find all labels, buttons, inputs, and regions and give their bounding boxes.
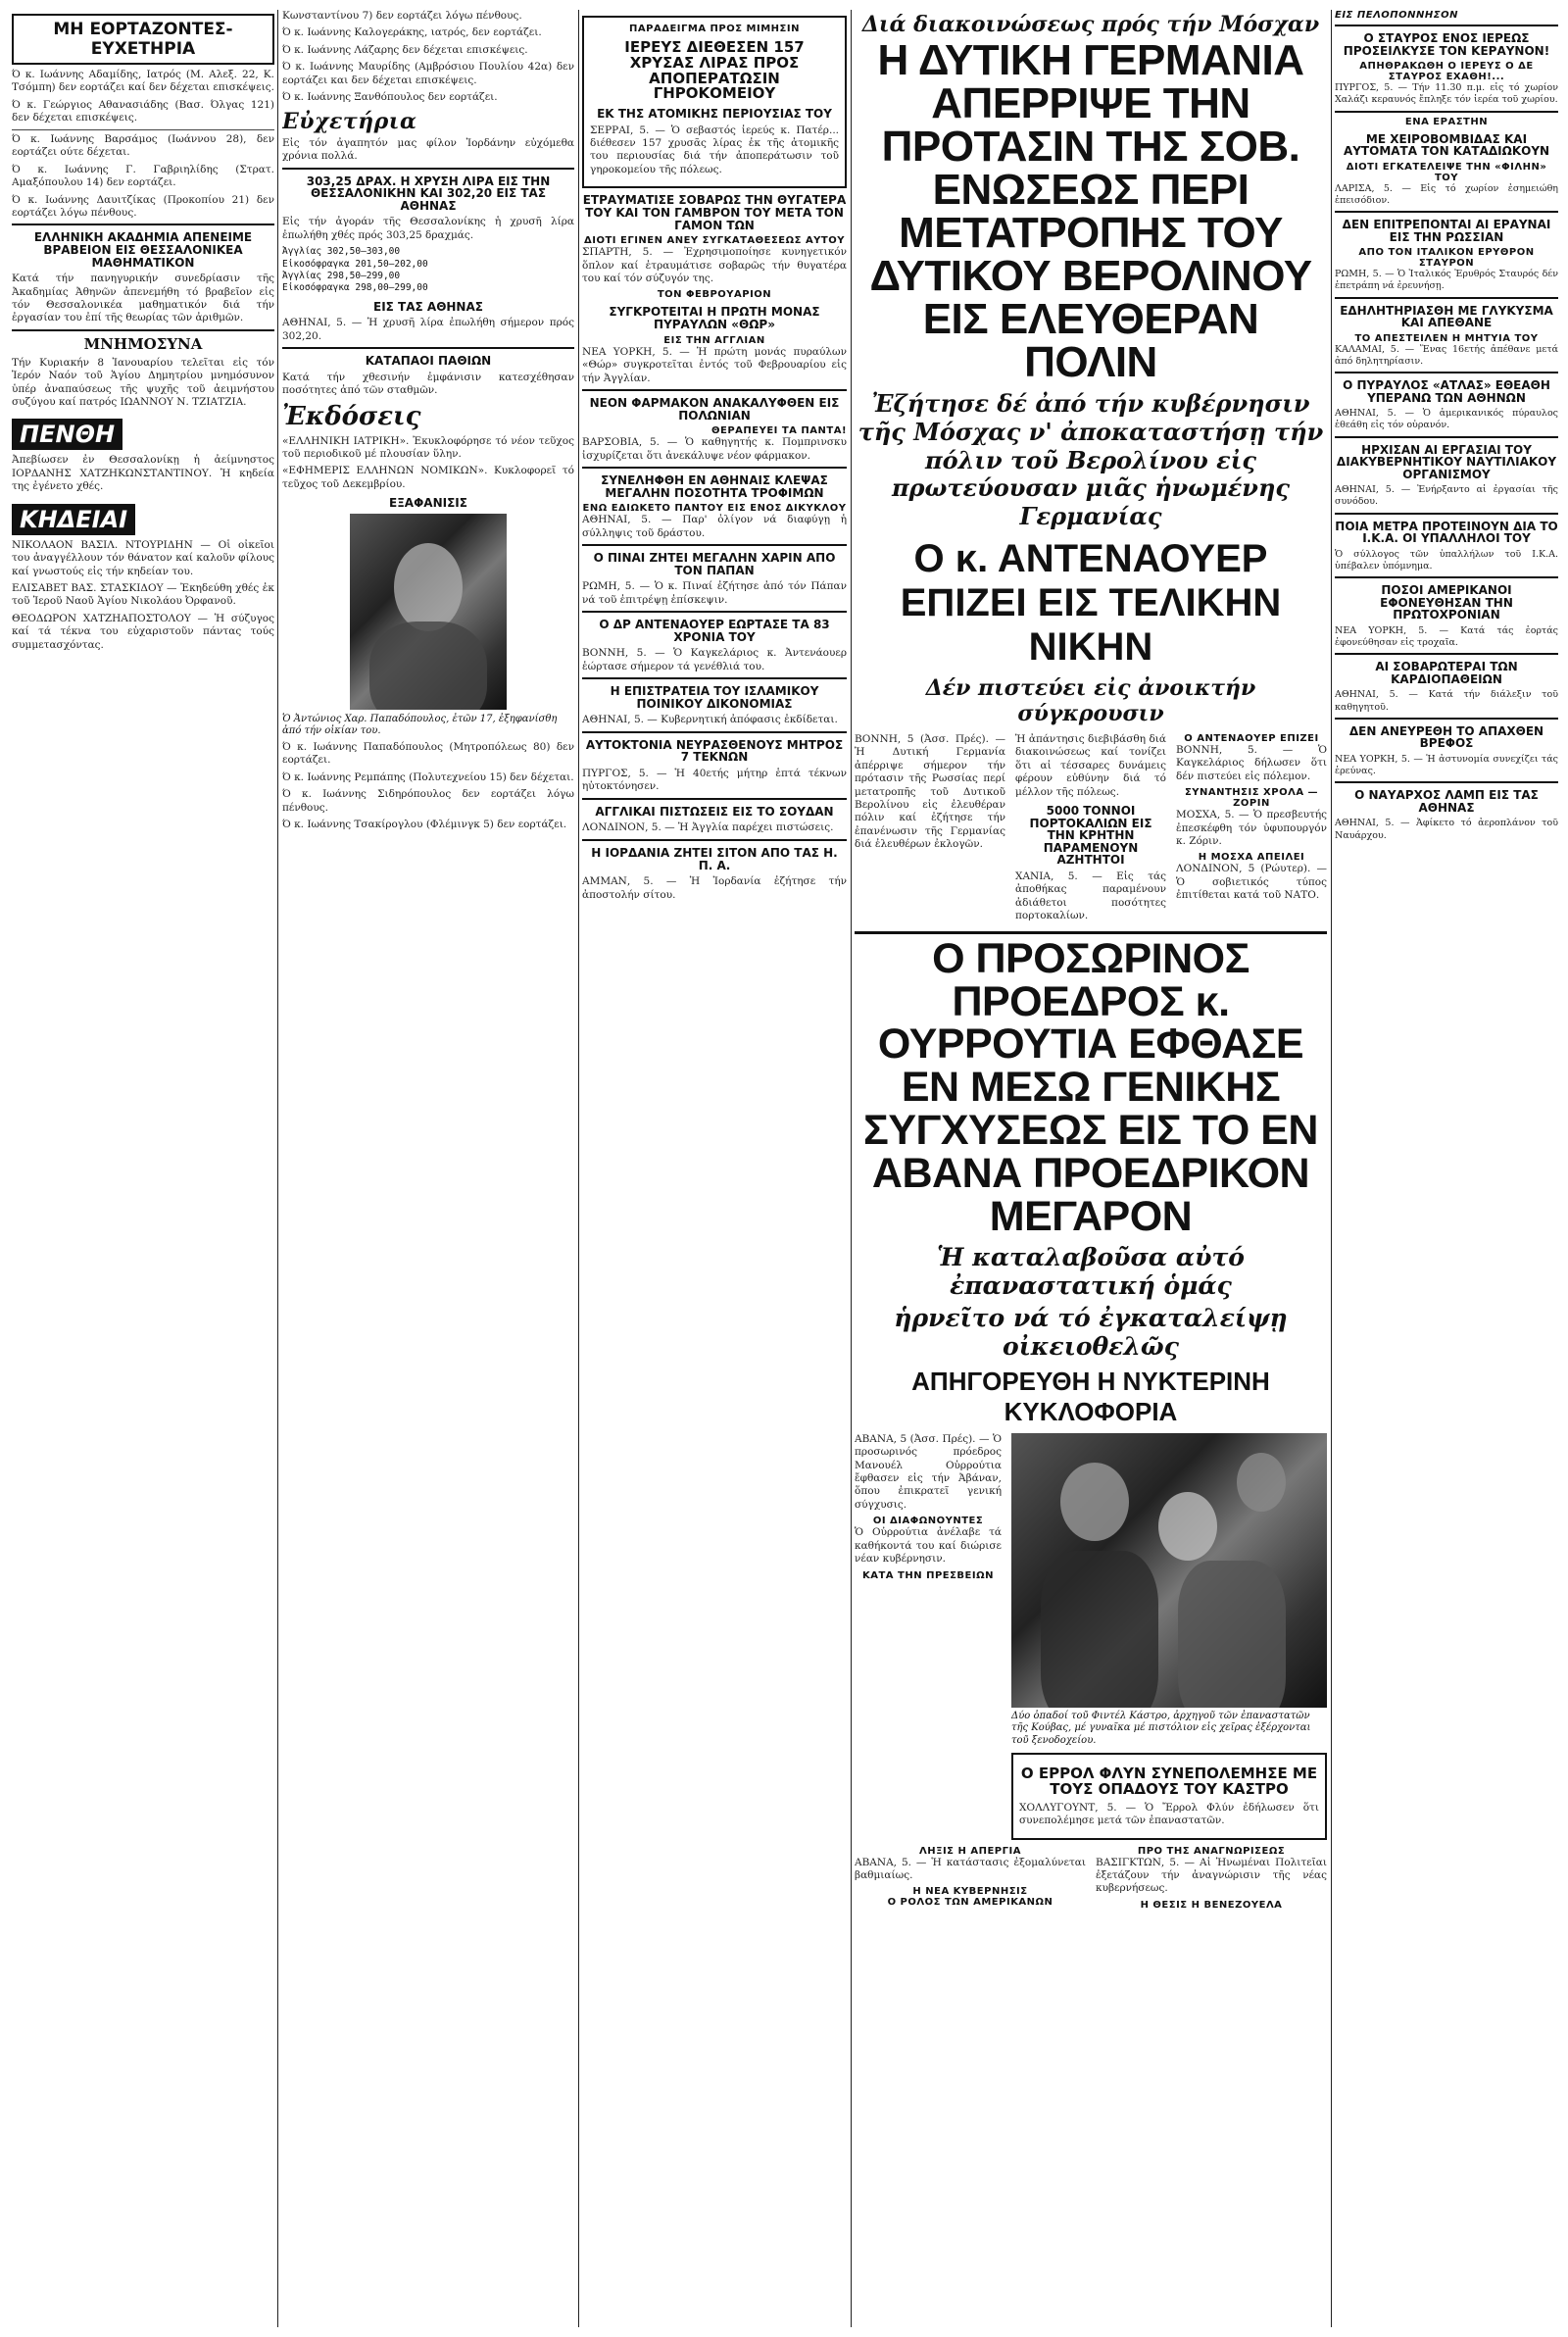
section-euxetiria: Εὐχετήρια <box>282 108 417 134</box>
subheadline: Ἐζήτησε δέ ἀπό τήν κυβέρνησιν τῆς Μόσχας ν' ἀποκαταστήσῃ τήν πόλιν τοῦ Βερολίνου εἰς πρωτεύουσαν μιᾶς ἡνωμένης Γερμανίας <box>858 389 1324 531</box>
article-body: ΧΟΛΛΥΓΟΥΝΤ, 5. — Ὁ Ἔρρολ Φλύν ἐδήλωσεν ὅτι συνεπολέμησε μετά τῶν ἐπαναστατῶν. <box>1019 1801 1319 1827</box>
divider <box>1335 111 1558 113</box>
article-body: ΣΕΡΡΑΙ, 5. — Ὁ σεβαστός ἱερεύς κ. Πατέρ... διέθεσεν 157 χρυσᾶς λίρας ἐκ τῆς ἀτομικῆς του περιουσίας διά τήν ἀποπεράτωσιν τοῦ γηροκομείου τῆς πόλεως. <box>590 124 839 175</box>
notice: Ό κ. Ιωάννης Σιδηρόπουλος δεν εορτάζει λόγω πένθους. <box>282 788 574 814</box>
photo-caption: Ὁ Ἀντώνιος Χαρ. Παπαδόπουλος, ἐτῶν 17, ἐξηφανίσθη ἀπό τήν οἰκίαν του. <box>282 713 558 737</box>
kicker: ΠΑΡΑΔΕΙΓΜΑ ΠΡΟΣ ΜΙΜΗΣΙΝ <box>629 24 800 34</box>
subheading: ΤΟ ΑΠΕΣΤΕΙΛΕΝ Η ΜΗΤΥΙΑ ΤΟΥ <box>1354 332 1539 344</box>
subheadline: Ἡ καταλαβοῦσα αὐτό ἐπαναστατική ὁμάς <box>937 1242 1245 1300</box>
article-body: ΝΕΑ ΥΟΡΚΗ, 5. — Ἡ ἀστυνομία συνεχίζει τάς ἐρεύνας. <box>1335 753 1558 777</box>
kicker: Διά διακοινώσεως πρός τήν Μόσχαν <box>861 12 1320 37</box>
subheading: ΑΠΟ ΤΟΝ ΙΤΑΛΙΚΟΝ ΕΡΥΘΡΟΝ ΣΤΑΥΡΟΝ <box>1358 247 1535 270</box>
divider <box>1335 576 1558 578</box>
article-body: ΣΠΑΡΤΗ, 5. — Ἐχρησιμοποίησε κυνηγετικόν ὅπλον καί ἐτραυμάτισε σοβαρῶς τήν θυγατέρα του καί τόν σύζυγόν της. <box>582 246 847 284</box>
headline: ΚΑΤΑΠΑΟΙ ΠΑΘΙΩΝ <box>365 354 492 369</box>
subheading: ΛΗΞΙΣ Η ΑΠΕΡΓΙΑ <box>919 1845 1021 1857</box>
notice: Ό κ. Ιωάννης Αδαμίδης, Ιατρός (Μ. Αλεξ. 22, Κ. Τσόμπη) δεν εορτάζει καί δεν δέχεται επισκέψεις. <box>12 69 274 94</box>
inner-column <box>855 1846 1086 1911</box>
article-body: «ΕΛΛΗΝΙΚΗ ΙΑΤΡΙΚΗ». Ἐκυκλοφόρησε τό νέον τεῦχος τοῦ περιοδικοῦ μέ πλουσίαν ὕλην. <box>282 434 574 460</box>
subheading: Η ΘΕΣΙΣ Η ΒΕΝΕΖΟΥΕΛΑ <box>1140 1899 1283 1911</box>
portrait-photo <box>350 514 507 710</box>
notice: Ό κ. Γεώργιος Αθανασιάδης (Βασ. Όλγας 121) δεν δέχεται επισκέψεις. <box>12 98 274 124</box>
article-columns <box>855 1846 1327 1911</box>
notice: ΘΕΟΔΩΡΟΝ ΧΑΤΖΗΑΠΟΣΤΟΛΟΥ — Ἡ σύζυγος καί τά τέκνα του εὐχαριστοῦν πάντας τούς συμμετασχόντας. <box>12 612 274 651</box>
divider <box>1335 513 1558 515</box>
article-body: ΑΘΗΝΑΙ, 5. — Παρ' ὀλίγον νά διαφύγῃ ἡ σύλληψις τοῦ δράστου. <box>582 514 847 539</box>
article-body: ΑΘΗΝΑΙ, 5. — Κατά τήν διάλεξιν τοῦ καθηγητοῦ. <box>1335 689 1558 713</box>
divider <box>12 129 274 130</box>
notice: ΝΙΚΟΛΑΟΝ ΒΑΣΙΛ. ΝΤΟΥΡΙΔΗΝ — Οἱ οἰκεῖοι του ἀναγγέλλουν τόν θάνατον καί καλοῦν φίλους καί γνωστούς εἰς τήν κηδείαν του. <box>12 538 274 577</box>
subheading: ΠΡΟ ΤΗΣ ΑΝΑΓΝΩΡΙΣΕΩΣ <box>1137 1845 1286 1857</box>
article-body: ΑΘΗΝΑΙ, 5. — Ἡ χρυσῆ λίρα ἐπωλήθη σήμερον πρός 302,20. <box>282 317 574 342</box>
article-body: Κατά τήν πανηγυρικήν συνεδρίασιν τῆς Ἀκαδημίας Ἀθηνῶν ἀπενεμήθη τό βραβεῖον εἰς τόν Θεσσαλονικέα μαθηματικόν διά τήν ἐργασίαν του ἐπί τῆς θεωρίας τῶν ἀριθμῶν. <box>12 273 274 324</box>
photo-caption: Δύο ὀπαδοί τοῦ Φιντέλ Κάστρο, ἀρχηγοῦ τῶν ἐπαναστατῶν τῆς Κούβας, μέ γυναῖκα μέ πιστόλιον εἰς χεῖρας ἐξέρχονται τοῦ ξενοδοχείου. <box>1011 1710 1311 1746</box>
article-body: ΡΩΜΗ, 5. — Ὁ κ. Πιναί ἐζήτησε ἀπό τόν Πάπαν νά τοῦ ἐπιτρέψῃ ἐπίσκεψιν. <box>582 580 847 606</box>
headline-academy: ΕΛΛΗΝΙΚΗ ΑΚΑΔΗΜΙΑ ΑΠΕΝΕΙΜΕ ΒΡΑΒΕΙΟΝ ΕΙΣ ΘΕΣΣΑΛΟΝΙΚΕΑ ΜΑΘΗΜΑΤΙΚΟΝ <box>33 230 253 270</box>
headline: Η ΕΠΙΣΤΡΑΤΕΙΑ ΤΟΥ ΙΣΛΑΜΙΚΟΥ ΠΟΙΝΙΚΟΥ ΔΙΚΟΝΟΜΙΑΣ <box>610 684 819 711</box>
column-4-main <box>855 10 1327 2327</box>
divider <box>582 544 847 546</box>
inner-column <box>1176 733 1327 927</box>
article-body: ΒΟΝΝΗ, 5. — Ὁ Καγκελάριος δήλωσεν ὅτι δέν πιστεύει εἰς πόλεμον. <box>1176 743 1327 782</box>
headline: Ο ΔΡ ΑΝΤΕΝΑΟΥΕΡ ΕΩΡΤΑΣΕ ΤΑ 83 ΧΡΟΝΙΑ ΤΟΥ <box>599 618 830 644</box>
article-body: Ὁ σύλλογος τῶν ὑπαλλήλων τοῦ Ι.Κ.Α. ὑπέβαλεν ὑπόμνημα. <box>1335 548 1558 572</box>
notice: Εἰς τόν ἀγαπητόν μας φίλον Ἰορδάνην εὐχόμεθα χρόνια πολλά. <box>282 136 574 163</box>
headline: ΕΞΑΦΑΝΙΣΙΣ <box>389 496 467 511</box>
divider <box>12 329 274 331</box>
subheading: ΕΝΩ ΕΔΙΩΚΕΤΟ ΠΑΝΤΟΥ ΕΙΣ ΕΝΟΣ ΔΙΚΥΚΛΟΥ <box>582 503 847 515</box>
notice: Ἀπεβίωσεν ἐν Θεσσαλονίκῃ ἡ ἀείμνηστος ΙΟΡΔΑΝΗΣ ΧΑΤΖΗΚΩΝΣΤΑΝΤΙΝΟΥ. Ἡ κηδεία της ἐγένετο χθές. <box>12 454 274 493</box>
article-body: ΡΩΜΗ, 5. — Ὁ Ἰταλικός Ἐρυθρός Σταυρός δέν ἐπετράπη νά ἐρευνήσῃ. <box>1335 269 1558 292</box>
article-columns <box>855 733 1327 927</box>
rate-row: Ἀγγλίας 298,50—299,00 <box>282 270 401 281</box>
news-photo <box>1011 1433 1327 1708</box>
inner-column <box>855 1433 1002 1846</box>
subheadline: Δέν πιστεύει εἰς ἀνοικτήν σύγκρουσιν <box>925 674 1256 727</box>
divider <box>1335 372 1558 373</box>
column-rule <box>1331 10 1332 2327</box>
notice: Ό κ. Ιωάννης Δαυιτζίκας (Προκοπίου 21) δεν εορτάζει λόγω πένθους. <box>12 193 274 219</box>
subheadline: ἡρνεῖτο νά τό ἐγκαταλείψῃ οἰκειοθελῶς <box>894 1303 1288 1361</box>
article-body: ΑΘΗΝΑΙ, 5. — Ὁ ἀμερικανικός πύραυλος ἐθεάθη εἰς τόν οὐρανόν. <box>1335 408 1558 431</box>
headline: ΣΥΝΕΛΗΦΘΗ ΕΝ ΑΘΗΝΑΙΣ ΚΛΕΨΑΣ ΜΕΓΑΛΗΝ ΠΟΣΟΤΗΤΑ ΤΡΟΦΙΜΩΝ <box>601 473 828 500</box>
article-body: Κατά τήν χθεσινήν ἐμφάνισιν κατεσχέθησαν ποσότητες ἀπό τῶν σταθμῶν. <box>282 371 574 397</box>
article-body: ΑΜΜΑΝ, 5. — Ἡ Ἰορδανία ἐζήτησε τήν ἀποστολήν σίτου. <box>582 875 847 901</box>
column-rule <box>277 10 278 2327</box>
article-body: ΝΕΑ ΥΟΡΚΗ, 5. — Κατά τάς ἑορτάς ἐφονεύθησαν εἰς τροχαῖα. <box>1335 624 1558 649</box>
headline-curfew: ΑΠΗΓΟΡΕΥΘΗ Η ΝΥΚΤΕΡΙΝΗ ΚΥΚΛΟΦΟΡΙΑ <box>911 1366 1270 1426</box>
article-body: ΜΟΣΧΑ, 5. — Ὁ πρεσβευτής ἐπεσκέφθη τόν ὑφυπουργόν κ. Ζόριν. <box>1176 809 1327 847</box>
inner-column <box>855 733 1005 927</box>
headline: Ο ΣΤΑΥΡΟΣ ΕΝΟΣ ΙΕΡΕΩΣ ΠΡΟΣΕΙΛΚΥΣΕ ΤΟΝ ΚΕΡΑΥΝΟΝ! <box>1343 31 1550 58</box>
notice: Ό κ. Ιωάννης Λάζαρης δεν δέχεται επισκέψεις. <box>282 43 528 56</box>
divider <box>1335 718 1558 720</box>
headline: ΑΓΓΛΙΚΑΙ ΠΙΣΤΩΣΕΙΣ ΕΙΣ ΤΟ ΣΟΥΔΑΝ <box>595 804 834 819</box>
article-body: ΛΟΝΔΙΝΟΝ, 5 (Ρώυτερ). — Ὁ σοβιετικός τύπος ἐπιτίθεται κατά τοῦ ΝΑΤΟ. <box>1176 863 1327 902</box>
headline: ΗΡΧΙΣΑΝ ΑΙ ΕΡΓΑΣΙΑΙ ΤΟΥ ΔΙΑΚΥΒΕΡΝΗΤΙΚΟΥ ΝΑΥΤΙΛΙΑΚΟΥ ΟΡΓΑΝΙΣΜΟΥ <box>1336 442 1557 481</box>
subheading: Η ΜΟΣΧΑ ΑΠΕΙΛΕΙ <box>1198 852 1305 864</box>
subheading: ΔΙΟΤΙ ΕΓΙΝΕΝ ΑΝΕΥ ΣΥΓΚΑΤΑΘΕΣΕΩΣ ΑΥΤΟΥ <box>584 235 845 247</box>
notice: Ό κ. Ιωάννης Ρεμπάπης (Πολυτεχνείου 15) δεν δέχεται. <box>282 771 574 783</box>
notice: Ό κ. Ιωάννης Μαυρίδης (Αμβρόσιου Πουλίου 42α) δεν εορτάζει και δεν δέχεται επισκέψεις. <box>282 61 574 86</box>
main-headline: Η ΔΥΤΙΚΗ ΓΕΡΜΑΝΙΑ ΑΠΕΡΡΙΨΕ ΤΗΝ ΠΡΟΤΑΣΙΝ ΤΗΣ ΣΟΒ. ΕΝΩΣΕΩΣ ΠΕΡΙ ΜΕΤΑΤΡΟΠΗΣ ΤΟΥ ΔΥΤΙΚΟΥ ΒΕΡΟΛΙΝΟΥ ΕΙΣ ΕΛΕΥΘΕΡΑΝ ΠΟΛΙΝ <box>869 36 1312 386</box>
headline: ΣΥΓΚΡΟΤΕΙΤΑΙ Η ΠΡΩΤΗ ΜΟΝΑΣ ΠΥΡΑΥΛΩΝ «ΘΩΡ» <box>609 305 820 332</box>
headline-adenauer: Ο κ. ΑΝΤΕΝΑΟΥΕΡ ΕΠΙΖΕΙ ΕΙΣ ΤΕΛΙΚΗΝ ΝΙΚΗΝ <box>900 536 1282 669</box>
boxed-article <box>1011 1753 1327 1839</box>
column-2 <box>282 10 574 2327</box>
notice: Ό κ. Ιωάννης Τσακίρογλου (Φλέμινγκ 5) δεν εορτάζει. <box>282 819 567 831</box>
article-body: Ἡ ἀπάντησις διεβιβάσθη διά διακοινώσεως καί τονίζει ὅτι αἱ τέσσαρες δυνάμεις φέρουν εὐθύνην διά τό μέλλον τῆς πόλεως. <box>1015 732 1166 798</box>
headline: ΔΕΝ ΑΝΕΥΡΕΘΗ ΤΟ ΑΠΑΧΘΕΝ ΒΡΕΦΟΣ <box>1348 723 1544 751</box>
divider <box>1335 211 1558 213</box>
rates-table <box>282 246 574 294</box>
divider <box>582 611 847 613</box>
article-body: ΑΘΗΝΑΙ, 5. — Ἀφίκετο τό ἀεροπλάνον τοῦ Ναυάρχου. <box>1335 818 1558 841</box>
section-title-eorti: ΜΗ ΕΟΡΤΑΖΟΝΤΕΣ-ΕΥΧΕΤΗΡΙΑ <box>12 14 274 65</box>
article-body: Ὁ Οὐρρούτια ἀνέλαβε τά καθήκοντά του καί διώρισε νέαν κυβέρνησιν. <box>855 1526 1002 1566</box>
article-body: ΒΑΡΣΟΒΙΑ, 5. — Ὁ καθηγητής κ. Πομπρινσκυ ἰσχυρίζεται ὅτι ἀνεκάλυψε νέον φάρμακον. <box>582 436 847 462</box>
inner-column <box>1011 1433 1327 1846</box>
article-body: ΠΥΡΓΟΣ, 5. — Τήν 11.30 π.μ. εἰς τό χωρίον Χαλάζι κεραυνός ἔπληξε τόν ἱερέα τοῦ χωρίου. <box>1335 82 1558 106</box>
divider <box>582 798 847 800</box>
notice: Ό κ. Ιωάννης Βαρσάμος (Ιωάννου 28), δεν εορτάζει ούτε δέχεται. <box>12 132 274 159</box>
notice: Κωνσταντίνου 7) δεν εορτάζει λόγω πένθους. <box>282 10 522 22</box>
notice: Ό κ. Ιωάννης Γ. Γαβριηλίδης (Στρατ. Αμαξόπουλου 14) δεν εορτάζει. <box>12 163 274 189</box>
section-penthi: ΠΕΝΘΗ <box>12 419 122 450</box>
kicker: ΕΝΑ ΕΡΑΣΤΗΝ <box>1404 116 1489 127</box>
article-body: ΚΑΛΑΜΑΙ, 5. — Ἕνας 16ετής ἀπέθανε μετά ἀπό δηλητηρίασιν. <box>1335 343 1558 367</box>
divider <box>1335 297 1558 299</box>
headline: Ο ΠΥΡΑΥΛΟΣ «ΑΤΛΑΣ» ΕΘΕΑΘΗ ΥΠΕΡΑΝΩ ΤΩΝ ΑΘΗΝΩΝ <box>1343 378 1550 405</box>
notice: Ό κ. Ιωάννης Καλογεράκης, ιατρός, δεν εορτάζει. <box>282 26 542 39</box>
divider <box>582 677 847 679</box>
article-body: ΑΘΗΝΑΙ, 5. — Κυβερνητική ἀπόφασις ἐκδίδεται. <box>582 714 838 726</box>
headline: ΑΥΤΟΚΤΟΝΙΑ ΝΕΥΡΑΣΘΕΝΟΥΣ ΜΗΤΡΟΣ 7 ΤΕΚΝΩΝ <box>585 737 844 765</box>
column-3 <box>582 10 847 2327</box>
headline: ΑΙ ΣΟΒΑΡΩΤΕΡΑΙ ΤΩΝ ΚΑΡΔΙΟΠΑΘΕΙΩΝ <box>1375 660 1518 686</box>
article-body: ΑΘΗΝΑΙ, 5. — Ἐνήρξαντο αἱ ἐργασίαι τῆς συνόδου. <box>1335 484 1558 508</box>
headline: ΙΕΡΕΥΣ ΔΙΕΘΕΣΕΝ 157 ΧΡΥΣΑΣ ΛΙΡΑΣ ΠΡΟΣ ΑΠΟΠΕΡΑΤΩΣΙΝ ΓΗΡΟΚΟΜΕΙΟΥ <box>624 38 805 103</box>
headline-flynn: Ο ΕΡΡΟΛ ΦΛΥΝ ΣΥΝΕΠΟΛΕΜΗΣΕ ΜΕ ΤΟΥΣ ΟΠΑΔΟΥΣ ΤΟΥ ΚΑΣΤΡΟ <box>1020 1765 1318 1798</box>
section-kideiai: ΚΗΔΕΙΑΙ <box>12 504 135 535</box>
divider <box>582 389 847 391</box>
subheading: Η ΝΕΑ ΚΥΒΕΡΝΗΣΙΣ <box>912 1886 1028 1898</box>
article-body: ΒΟΝΝΗ, 5. — Ὁ Καγκελάριος κ. Ἀντενάουερ ἑώρτασε σήμερον τά γενέθλιά του. <box>582 647 847 672</box>
article-body: ΑΒΑΝΑ, 5. — Ἡ κατάστασις ἐξομαλύνεται βαθμιαίως. <box>855 1856 1086 1881</box>
kicker: ΕΙΣ ΠΕΛΟΠΟΝΝΗΣΟΝ <box>1335 10 1458 21</box>
headline-cuba: Ο ΠΡΟΣΩΡΙΝΟΣ ΠΡΟΕΔΡΟΣ κ. ΟΥΡΡΟΥΤΙΑ ΕΦΘΑΣΕ ΕΝ ΜΕΣΩ ΓΕΝΙΚΗΣ ΣΥΓΧΥΣΕΩΣ ΕΙΣ ΤΟ ΕΝ ΑΒΑΝΑ ΠΡΟΕΔΡΙΚΟΝ ΜΕΓΑΡΟΝ <box>863 934 1318 1240</box>
headline: ΕΤΡΑΥΜΑΤΙΣΕ ΣΟΒΑΡΩΣ ΤΗΝ ΘΥΓΑΤΕΡΑ ΤΟΥ ΚΑΙ ΤΟΝ ΓΑΜΒΡΟΝ ΤΟΥ ΜΕΤΑ ΤΟΝ ΓΑΜΟΝ ΤΩΝ <box>582 193 847 232</box>
article-columns <box>855 1433 1327 1846</box>
headline: ΜΕ ΧΕΙΡΟΒΟΜΒΙΔΑΣ ΚΑΙ ΑΥΤΟΜΑΤΑ ΤΟΝ ΚΑΤΑΔΙΩΚΟΥΝ <box>1343 131 1550 159</box>
divider <box>855 931 1327 934</box>
article-body: ΠΥΡΓΟΣ, 5. — Ἡ 40ετής μήτηρ ἑπτά τέκνων ηὐτοκτόνησεν. <box>582 768 847 793</box>
divider <box>1335 781 1558 783</box>
article-body: ΝΕΑ ΥΟΡΚΗ, 5. — Ἡ πρώτη μονάς πυραύλων «Θώρ» συγκροτεῖται ἐντός τοῦ Φεβρουαρίου εἰς τήν Ἀγγλίαν. <box>582 345 847 384</box>
rate-row: Εἰκοσόφραγκα 298,00—299,00 <box>282 282 428 294</box>
divider <box>1335 25 1558 26</box>
article-body: ΛΑΡΙΣΑ, 5. — Εἰς τό χωρίον ἐσημειώθη ἐπεισόδιον. <box>1335 182 1558 206</box>
subheading: ΑΠΗΘΡΑΚΩΘΗ Ο ΙΕΡΕΥΣ Ο ΔΕ ΣΤΑΥΡΟΣ ΕΧΑΘΗ!... <box>1359 61 1534 83</box>
headline: ΝΕΟΝ ΦΑΡΜΑΚΟΝ ΑΝΑΚΑΛΥΦΘΕΝ ΕΙΣ ΠΟΛΩΝΙΑΝ <box>589 395 840 423</box>
notice: Τήν Κυριακήν 8 Ἰανουαρίου τελεῖται εἰς τόν Ἱερόν Ναόν τοῦ Ἁγίου Δημητρίου μνημόσυνον ὑπέρ ἀναπαύσεως τῆς ψυχῆς τοῦ ἀειμνήστου συζύγου καί πατρός ΙΩΑΝΝΟΥ Ν. ΤΖΙΑΤΖΙΑ. <box>12 356 274 408</box>
headline: ΠΟΙΑ ΜΕΤΡΑ ΠΡΟΤΕΙΝΟΥΝ ΔΙΑ ΤΟ Ι.Κ.Α. ΟΙ ΥΠΑΛΛΗΛΟΙ ΤΟΥ <box>1335 519 1558 546</box>
subheading: Ο ΑΝΤΕΝΑΟΥΕΡ ΕΠΙΖΕΙ <box>1184 732 1319 744</box>
section-ekdoseis: Ἐκδόσεις <box>282 401 421 431</box>
subheading: ΔΙΟΤΙ ΕΓΚΑΤΕΛΕΙΨΕ ΤΗΝ «ΦΙΛΗΝ» ΤΟΥ <box>1346 161 1547 183</box>
notice: Ό κ. Ιωάννης Παπαδόπουλος (Μητροπόλεως 80) δεν εορτάζει. <box>282 740 574 767</box>
article-body: ΒΑΣΙΓΚΤΩΝ, 5. — Αἱ Ἡνωμέναι Πολιτεῖαι ἐξετάζουν τήν ἀναγνώρισιν τῆς νέας κυβερνήσεως. <box>1096 1856 1327 1895</box>
headline: ΠΟΣΟΙ ΑΜΕΡΙΚΑΝΟΙ ΕΦΟΝΕΥΘΗΣΑΝ ΤΗΝ ΠΡΩΤΟΧΡΟΝΙΑΝ <box>1380 583 1513 622</box>
boxed-article <box>582 16 847 188</box>
column-5 <box>1335 10 1558 2327</box>
subheading: ΕΙΣ ΤΗΝ ΑΓΓΛΙΑΝ <box>663 334 765 346</box>
inner-column <box>1015 733 1166 927</box>
headline: ΕΔΗΛΗΤΗΡΙΑΣΘΗ ΜΕ ΓΛΥΚΥΣΜΑ ΚΑΙ ΑΠΕΘΑΝΕ <box>1340 303 1553 330</box>
subheading: ΣΥΝΑΝΤΗΣΙΣ ΧΡΟΛΑ — ΖΟΡΙΝ <box>1184 787 1319 810</box>
article-body: «ΕΦΗΜΕΡΙΣ ΕΛΛΗΝΩΝ ΝΟΜΙΚΩΝ». Κυκλοφορεῖ τό τεῦχος τοῦ Δεκεμβρίου. <box>282 465 574 490</box>
subheading: ΘΕΡΑΠΕΥΕΙ ΤΑ ΠΑΝΤΑ! <box>710 425 847 437</box>
divider <box>282 168 574 170</box>
notice: ΕΛΙΣΑΒΕΤ ΒΑΣ. ΣΤΑΣΚΙΔΟΥ — Ἐκηδεύθη χθές ἐκ τοῦ Ἱεροῦ Ναοῦ Ἁγίου Νικολάου Ὀρφανοῦ. <box>12 582 274 608</box>
column-rule <box>578 10 579 2327</box>
divider <box>282 347 574 349</box>
divider <box>1335 436 1558 438</box>
article-body: ΒΟΝΝΗ, 5 (Ἀσσ. Πρές). — Ἡ Δυτική Γερμανία ἀπέρριψε σήμερον τήν πρότασιν τῆς Ρωσσίας περί μετατροπῆς τοῦ Δυτικοῦ Βερολίνου εἰς ἐλευθέραν πόλιν καί ἐζήτησε τήν ἐπανένωσιν τῆς Γερμανίας διά ἐλευθέρων ἐκλογῶν. <box>855 732 1005 851</box>
divider <box>582 839 847 841</box>
subheading: ΕΚ ΤΗΣ ΑΤΟΜΙΚΗΣ ΠΕΡΙΟΥΣΙΑΣ ΤΟΥ <box>597 107 832 121</box>
divider <box>12 224 274 225</box>
headline: ΔΕΝ ΕΠΙΤΡΕΠΟΝΤΑΙ ΑΙ ΕΡΑΥΝΑΙ ΕΙΣ ΤΗΝ ΡΩΣΣΙΑΝ <box>1342 218 1551 244</box>
divider <box>582 731 847 733</box>
headline: Η ΙΟΡΔΑΝΙΑ ΖΗΤΕΙ ΣΙΤΟΝ ΑΠΟ ΤΑΣ Η. Π. Α. <box>591 845 838 872</box>
article-body: ΧΑΝΙΑ, 5. — Εἰς τάς ἀποθήκας παραμένουν ἀδιάθετοι ποσότητες πορτοκαλίων. <box>1015 870 1166 922</box>
kicker: ΤΟΝ ΦΕΒΡΟΥΑΡΙΟΝ <box>657 289 772 301</box>
rate-row: Ἀγγλίας 302,50—303,00 <box>282 246 401 258</box>
inner-column <box>1096 1846 1327 1911</box>
headline: Ο ΝΑΥΑΡΧΟΣ ΛΑΜΠ ΕΙΣ ΤΑΣ ΑΘΗΝΑΣ <box>1354 788 1539 815</box>
article-body: ΛΟΝΔΙΝΟΝ, 5. — Ἡ Ἀγγλία παρέχει πιστώσεις. <box>582 821 834 834</box>
divider <box>582 467 847 469</box>
subheading: ΟΙ ΔΙΑΦΩΝΟΥΝΤΕΣ <box>872 1516 984 1527</box>
headline: 5000 ΤΟΝΝΟΙ ΠΟΡΤΟΚΑΛΙΩΝ ΕΙΣ ΤΗΝ ΚΡΗΤΗΝ ΠΑΡΑΜΕΝΟΥΝ ΑΖΗΤΗΤΟΙ <box>1029 803 1152 868</box>
headline-gold: 303,25 ΔΡΑΧ. Η ΧΡΥΣΗ ΛΙΡΑ ΕΙΣ ΤΗΝ ΘΕΣΣΑΛΟΝΙΚΗΝ ΚΑΙ 302,20 ΕΙΣ ΤΑΣ ΑΘΗΝΑΣ <box>306 174 551 213</box>
notice: Ό κ. Ιωάννης Ξανθόπουλος δεν εορτάζει. <box>282 91 498 104</box>
headline: Ο ΠΙΝΑΙ ΖΗΤΕΙ ΜΕΓΑΛΗΝ ΧΑΡΙΝ ΑΠΟ ΤΟΝ ΠΑΠΑΝ <box>593 551 836 577</box>
article-body: Εἰς τήν ἀγοράν τῆς Θεσσαλονίκης ἡ χρυσῆ λίρα ἐπωλήθη χθές πρός 303,25 δραχμάς. <box>282 216 574 241</box>
column-1 <box>12 10 274 2327</box>
subheading: Ο ΡΟΛΟΣ ΤΩΝ ΑΜΕΡΙΚΑΝΩΝ <box>887 1897 1054 1909</box>
column-rule <box>851 10 852 2327</box>
subheading: ΕΙΣ ΤΑΣ ΑΘΗΝΑΣ <box>373 299 483 314</box>
rate-row: Εἰκοσόφραγκα 201,50—202,00 <box>282 258 428 270</box>
subheading: ΚΑΤΑ ΤΗΝ ΠΡΕΣΒΕΙΩΝ <box>862 1569 994 1581</box>
divider <box>1335 653 1558 655</box>
section-mnimosyna: ΜΝΗΜΟΣΥΝΑ <box>83 334 203 353</box>
article-body: ΑΒΑΝΑ, 5 (Ἀσσ. Πρές). — Ὁ προσωρινός πρόεδρος Μανουέλ Οὐρρούτια ἔφθασεν εἰς τήν Ἀβάναν, ὅπου ἐπικρατεῖ γενική σύγχυσις. <box>855 1432 1002 1511</box>
